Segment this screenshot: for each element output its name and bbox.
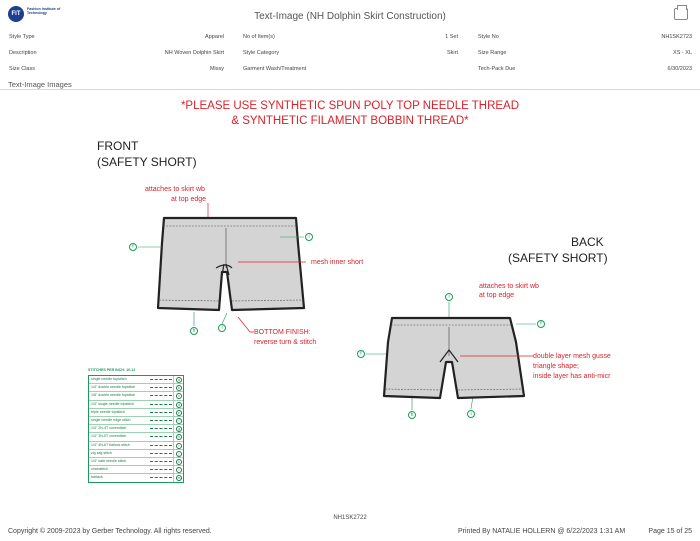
stitch-code-badge: e	[176, 410, 182, 416]
stitch-row	[89, 376, 183, 384]
stitch-symbol-icon	[150, 461, 172, 463]
stitch-label: 1/4" double needle topstitch	[91, 385, 136, 390]
page-number: Page 15 of 25	[648, 528, 692, 535]
info-value: NH1SK2723	[661, 34, 692, 40]
info-value: Skirt	[447, 50, 458, 56]
footer-style-code: NH1SK2722	[333, 515, 367, 521]
stitch-column-divider	[173, 409, 174, 416]
stitch-row	[89, 425, 183, 433]
stitch-symbol-icon	[150, 404, 172, 406]
front-bottom-finish-note: BOTTOM FINISH:	[254, 329, 311, 336]
document-title: Text-Image (NH Dolphin Skirt Construction)	[254, 11, 446, 22]
stitch-callout: i	[218, 324, 226, 332]
stitch-callout: f	[357, 350, 365, 358]
copyright-text: Copyright © 2009-2023 by Gerber Technology. All rights reserved.	[8, 528, 212, 535]
stitch-code-badge: c	[176, 393, 182, 399]
info-label: Size Range	[478, 50, 507, 56]
stitch-callout: i	[445, 293, 453, 301]
stitch-code-badge: l	[176, 467, 182, 473]
stitch-column-divider	[173, 458, 174, 465]
thread-note-line-2: & SYNTHETIC FILAMENT BOBBIN THREAD*	[231, 115, 469, 127]
stitch-symbol-icon	[150, 420, 172, 422]
info-value: 1 Set	[445, 34, 458, 40]
stitch-label: zig zag stitch	[91, 450, 112, 455]
stitch-symbol-icon	[150, 445, 172, 447]
back-gusset-note-3: inside layer has anti-micr	[533, 373, 611, 380]
stitch-column-divider	[173, 392, 174, 399]
thread-note-line-1: *PLEASE USE SYNTHETIC SPUN POLY TOP NEEDLE THREAD	[180, 100, 520, 112]
info-value: NH Woven Dolphin Skirt	[164, 50, 224, 56]
stitch-symbol-icon	[150, 477, 172, 479]
stitch-row	[89, 433, 183, 441]
stitch-code-badge: j	[176, 451, 182, 457]
stitch-symbol-icon	[150, 469, 172, 471]
front-safety-short	[158, 203, 306, 332]
stitch-callout: i	[467, 410, 475, 418]
stitch-callout: f	[537, 320, 545, 328]
stitch-column-divider	[173, 376, 174, 383]
info-value: 6/30/2023	[667, 66, 692, 72]
stitch-label: 1/4" 3N-5T coverstitch	[91, 434, 127, 439]
logo-text: Fashion Institute of Technology	[27, 7, 61, 15]
stitch-code-badge: k	[176, 459, 182, 465]
stitch-symbol-icon	[150, 453, 172, 455]
info-label: Description	[9, 50, 37, 56]
stitch-symbol-icon	[150, 395, 172, 397]
stitch-label: chainstitch	[91, 467, 108, 472]
back-sublabel: (SAFETY SHORT)	[508, 251, 608, 265]
front-waistband-note: attaches to skirt wb	[145, 186, 205, 193]
stitch-column-divider	[173, 401, 174, 408]
back-gusset-note-2: triangle shape;	[533, 363, 579, 370]
stitch-column-divider	[173, 466, 174, 473]
stitch-symbol-icon	[150, 428, 172, 430]
stitch-column-divider	[173, 417, 174, 424]
stitch-label: 1/4" single needle topstitch	[91, 401, 134, 406]
back-waistband-note: attaches to skirt wb	[479, 283, 539, 290]
stitch-column-divider	[173, 433, 174, 440]
back-gusset-note: double layer mesh gusse	[533, 353, 611, 360]
info-value: Missy	[209, 66, 224, 72]
stitch-callout: h	[190, 327, 198, 335]
stitch-label: bartack	[91, 475, 103, 480]
stitch-label: 1/4" safe needle stitch	[91, 458, 127, 463]
stitch-label: single needle edge stitch	[91, 417, 131, 422]
stitch-column-divider	[173, 384, 174, 391]
stitch-symbol-icon	[150, 412, 172, 414]
stitch-column-divider	[173, 450, 174, 457]
stitch-code-badge: g	[176, 426, 182, 432]
section-label: Text-Image Images	[8, 80, 72, 89]
info-label: Style Category	[243, 50, 280, 56]
info-label: Garment Wash/Treatment	[243, 66, 307, 72]
stitch-column-divider	[173, 474, 174, 482]
stitch-callout: h	[408, 411, 416, 419]
info-label: Style Type	[9, 34, 35, 40]
stitch-row	[89, 474, 183, 482]
info-label: Style No	[478, 34, 499, 40]
info-label: Tech-Pack Due	[478, 66, 516, 72]
stitch-row	[89, 401, 183, 409]
stitch-label: 1/8" double needle topstitch	[91, 393, 136, 398]
info-label: Size Class	[9, 66, 35, 72]
stitch-label: triple needle topstitch	[91, 409, 125, 414]
stitch-label: 1/4" 4N-6T flatlock stitch	[91, 442, 130, 447]
fit-logo: FIT	[8, 6, 24, 22]
stitch-code-badge: d	[176, 402, 182, 408]
back-waistband-note-2: at top edge	[479, 292, 515, 299]
stitch-row	[89, 450, 183, 458]
stitch-label: single needle topstitch	[91, 377, 127, 381]
stitch-table-title: STITCHES PER INCH: 10-12	[88, 368, 136, 372]
stitch-callout: f	[129, 243, 137, 251]
front-label: FRONT	[97, 139, 139, 153]
front-waistband-note-2: at top edge	[171, 196, 207, 203]
info-value: XS - XL	[673, 50, 692, 56]
stitch-code-badge: b	[176, 385, 182, 391]
stitch-row	[89, 442, 183, 450]
stitch-row	[89, 384, 183, 392]
info-value: Apparel	[205, 34, 224, 40]
stitch-row	[89, 417, 183, 425]
stitch-symbol-icon	[150, 379, 172, 381]
stitch-column-divider	[173, 425, 174, 432]
stitch-row	[89, 466, 183, 474]
front-sublabel: (SAFETY SHORT)	[97, 155, 197, 169]
stitch-code-badge: a	[176, 377, 182, 383]
stitch-code-badge: h	[176, 434, 182, 440]
stitch-legend-table	[88, 375, 184, 483]
stitch-symbol-icon	[150, 387, 172, 389]
stitch-code-badge: i	[176, 443, 182, 449]
stitch-row	[89, 392, 183, 400]
stitch-callout: i	[305, 233, 313, 241]
info-label: No of Item(s)	[243, 34, 275, 40]
stitch-row	[89, 409, 183, 417]
stitch-symbol-icon	[150, 436, 172, 438]
back-safety-short	[384, 318, 533, 398]
stitch-label: 1/4" 2N-4T coverstitch	[91, 426, 127, 431]
back-label: BACK	[571, 235, 604, 249]
stitch-code-badge: m	[177, 476, 181, 481]
stitch-code-badge: f	[176, 418, 182, 424]
printed-by-text: Printed By NATALIE HOLLERN @ 6/22/2023 1:31 AM	[458, 528, 626, 535]
front-bottom-finish-note-2: reverse turn & stitch	[254, 339, 317, 346]
front-mesh-note: mesh inner short	[311, 259, 364, 266]
stitch-row	[89, 458, 183, 466]
stitch-column-divider	[173, 442, 174, 449]
